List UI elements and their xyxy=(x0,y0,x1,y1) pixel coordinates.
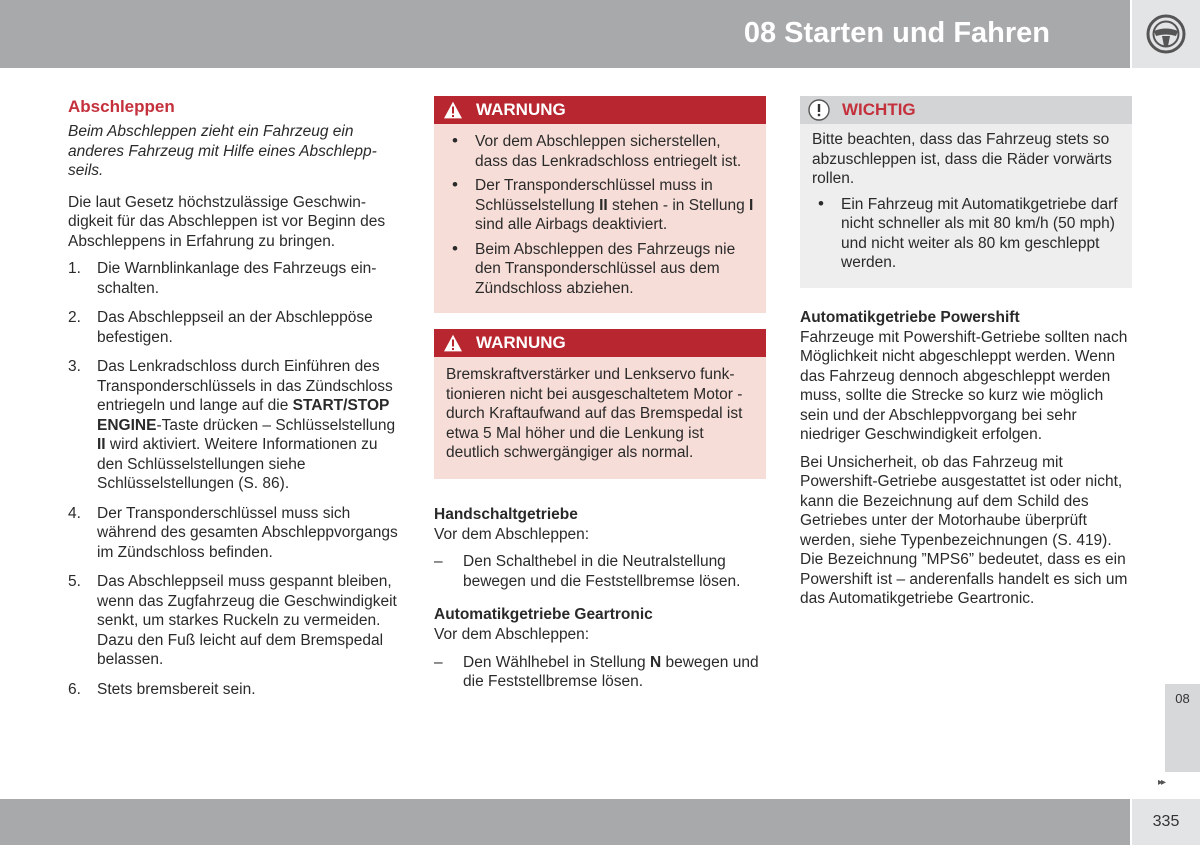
steering-wheel-icon xyxy=(1146,12,1186,56)
list-item: 5. Das Abschleppseil muss gespannt bleiben, wenn das Zugfahrzeug die Geschwindigkeit senkt, um starkes Ruckeln zu vermeiden. Dazu den Fuß leicht auf dem Bremspedal belassen. xyxy=(68,573,397,668)
warning-triangle-icon xyxy=(442,332,464,354)
warning-label: WARNUNG xyxy=(476,100,566,119)
warning-header xyxy=(434,96,766,124)
heading-powershift: Automatikgetriebe Powershift xyxy=(800,308,1020,326)
list-item: • Beim Abschleppen des Fahrzeugs nie den Transponderschlüssel aus dem Zündschloss abziehen. xyxy=(452,238,736,297)
warning-label: WARNUNG xyxy=(476,333,566,352)
column-middle xyxy=(434,96,766,700)
speed-paragraph: Die laut Gesetz höchstzulässige Geschwindigkeit für das Abschleppen ist vor Beginn des Abschleppens in Erfahrung zu bringen. xyxy=(68,193,386,250)
next-page-indicator: ▸▸ xyxy=(1158,777,1165,788)
important-box xyxy=(800,96,1132,288)
bullet-marker: • xyxy=(452,175,458,194)
important-header xyxy=(800,96,1132,124)
list-item: 2. Das Abschleppseil an der Abschleppöse befestigen. xyxy=(68,309,373,346)
page-number: 335 xyxy=(1132,799,1200,845)
list-item: • Der Transponderschlüssel muss in Schlüsselstellung II stehen - in Stellung I sind alle Airbags deaktiviert. xyxy=(452,175,754,233)
important-bullets xyxy=(812,195,1120,273)
list-item: 6. Stets bremsbereit sein. xyxy=(68,680,256,698)
warning-body xyxy=(434,124,766,313)
header-bar xyxy=(0,0,1130,68)
list-item: – Den Wählhebel in Stellung N bewegen und die Feststellbremse lösen. xyxy=(434,653,759,690)
bullet-marker: • xyxy=(452,131,458,150)
geartronic-instructions xyxy=(434,653,766,692)
warning-triangle-icon xyxy=(442,99,464,121)
important-label: WICHTIG xyxy=(842,100,916,119)
column-left xyxy=(68,96,400,709)
list-item: 1. Die Warnblinkanlage des Fahrzeugs einschalten. xyxy=(68,260,377,297)
warning-header xyxy=(434,329,766,357)
section-heading-abschleppen: Abschleppen xyxy=(68,97,175,116)
list-item: – Den Schalthebel in die Neutralstellung bewegen und die Feststellbremse lösen. xyxy=(434,553,741,590)
heading-geartronic: Automatikgetriebe Geartronic xyxy=(434,606,653,623)
important-body xyxy=(800,124,1132,288)
warning-box-steering-lock xyxy=(434,96,766,313)
exclamation-circle-icon xyxy=(808,99,830,121)
footer-bar xyxy=(0,799,1130,845)
list-item: 4. Der Transponderschlüssel muss sich während des gesamten Abschleppvorgangs im Zündschloss befinden. xyxy=(68,504,398,561)
warning-text: Bremskraftverstärker und Lenkservo funktionieren nicht bei ausgeschaltetem Motor - durch Kraftaufwand auf das Bremspedal ist etwa 5 Mal höher und die Lenkung ist deutlich schwergängiger als normal. xyxy=(446,366,743,461)
geartronic-lead: Vor dem Abschleppen: xyxy=(434,626,590,643)
bullet-marker: • xyxy=(452,238,458,258)
manual-lead: Vor dem Abschleppen: xyxy=(434,525,590,543)
chapter-tab: 08 xyxy=(1165,684,1200,772)
bullet-marker: • xyxy=(818,193,824,213)
chapter-icon-box xyxy=(1132,0,1200,68)
intro-text: Beim Abschleppen zieht ein Fahrzeug ein anderes Fahrzeug mit Hilfe eines Abschleppseils. xyxy=(68,123,377,179)
important-text: Bitte beachten, dass das Fahrzeug stets so abzuschleppen ist, dass die Räder vorwärts rollen. xyxy=(812,131,1112,187)
warning-bullets xyxy=(446,132,754,298)
heading-manual-transmission: Handschaltgetriebe xyxy=(434,505,578,523)
warning-box-brake-servo xyxy=(434,329,766,479)
chapter-title: 08 Starten und Fahren xyxy=(743,17,1050,49)
warning-body xyxy=(434,357,766,479)
powershift-paragraph-2: Bei Unsicherheit, ob das Fahrzeug mit Powershift-Getriebe ausgestattet ist oder nicht, kann die Bezeichnung auf dem Schild des Getriebes unter der Motorhaube überprüft werden, siehe Typenbezeichnungen (S. 419). Die Bezeichnung ”MPS6” bedeutet, dass es ein Powershift ist – anderenfalls handelt es sich um das Automatikgetriebe Geartronic. xyxy=(800,453,1128,607)
list-item: • Ein Fahrzeug mit Automatikgetriebe darf nicht schneller als mit 80 km/h (50 mph) und nicht weiter als 80 km geschleppt werden. xyxy=(818,193,1118,271)
manual-instructions xyxy=(434,552,766,591)
list-item: • Vor dem Abschleppen sicherstellen, dass das Lenkradschloss entriegelt ist. xyxy=(452,131,742,170)
towing-steps-list xyxy=(68,259,400,699)
column-right xyxy=(800,96,1132,617)
powershift-paragraph-1: Fahrzeuge mit Powershift-Getriebe sollten nach Möglichkeit nicht abgeschleppt werden. Wenn das Fahrzeug dennoch abgeschleppt werden muss, sollte die Strecke so kurz wie möglich sein und der Abschleppvorgang bei sehr niedriger Geschwindigkeit erfolgen. xyxy=(800,328,1128,443)
list-item: 3. Das Lenkradschloss durch Einführen des Transponderschlüssels in das Zündschloss entriegeln und lange auf die START/STOP ENGINE-Taste drücken – Schlüsselstellung II wird aktiviert. Weitere Informationen zu den Schlüsselstellungen siehe Schlüsselstellungen (S. 86). xyxy=(68,358,396,492)
